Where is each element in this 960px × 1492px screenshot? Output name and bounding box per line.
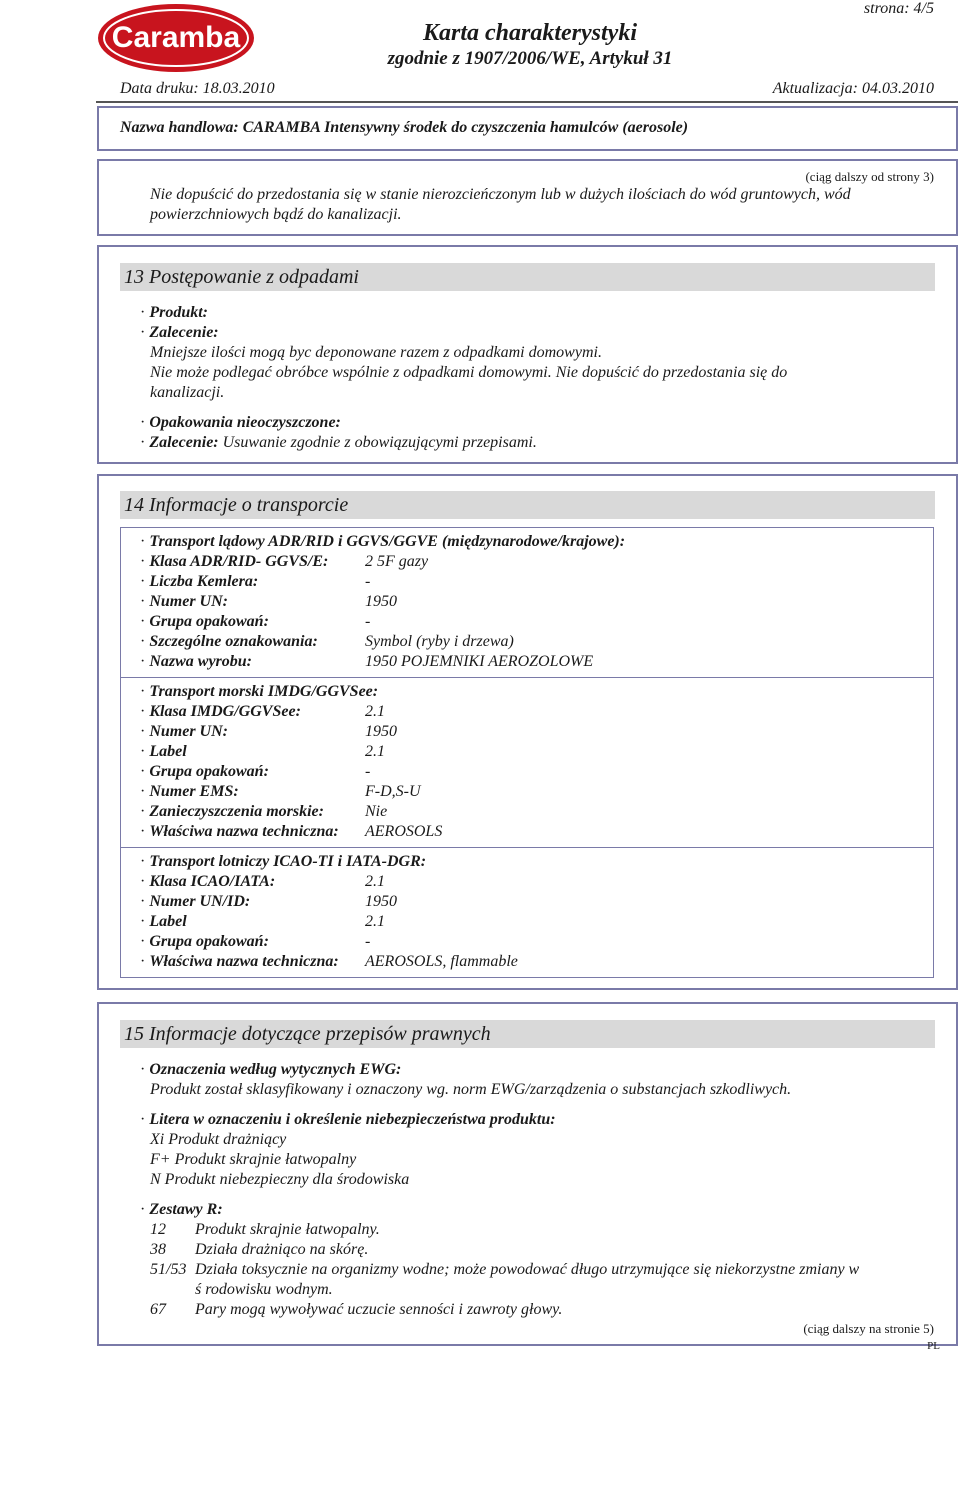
- air-transport-label: · Label: [140, 913, 187, 930]
- s13-opakowania: · Opakowania nieoczyszczone:: [140, 414, 341, 431]
- sea-transport-label: · Numer UN:: [140, 723, 228, 740]
- continued-to: (ciąg dalszy na stronie 5): [803, 1321, 934, 1336]
- ewg-text: Produkt został sklasyfikowany i oznaczony wg. norm EWG/zarządzenia o substancjach szkodliwych.: [150, 1081, 792, 1098]
- land-transport-value: 1950: [365, 593, 397, 610]
- sea-transport-value: AEROSOLS: [365, 823, 443, 840]
- sea-transport-value: 2.1: [365, 703, 385, 720]
- caramba-logo: [96, 2, 256, 74]
- document-subtitle: zgodnie z 1907/2006/WE, Artykuł 31: [387, 48, 673, 69]
- r-phrase-text: ś rodowisku wodnym.: [195, 1281, 333, 1298]
- sea-transport-value: 1950: [365, 723, 397, 740]
- sea-transport-label: · Numer EMS:: [140, 783, 239, 800]
- air-transport-value: 1950: [365, 893, 397, 910]
- air-transport-value: -: [365, 933, 371, 950]
- land-transport-value: -: [365, 573, 371, 590]
- land-transport-heading: · Transport lądowy ADR/RID i GGVS/GGVE (międzynarodowe/krajowe):: [140, 533, 626, 550]
- header-divider: [96, 101, 958, 103]
- land-transport-value: 2 5F gazy: [365, 553, 429, 570]
- air-transport-value: 2.1: [365, 913, 385, 930]
- page-number: strona: 4/5: [863, 0, 934, 17]
- air-transport-value: AEROSOLS, flammable: [365, 953, 518, 970]
- sea-transport-value: -: [365, 763, 371, 780]
- r-phrase-text: Działa toksycznie na organizmy wodne; może powodować długo utrzymujące się niekorzystne zmiany w: [195, 1261, 860, 1278]
- transport-divider-1: [120, 677, 934, 678]
- section-13-title: 13 Postępowanie z odpadami: [120, 263, 935, 291]
- r-phrase-code: 12: [150, 1221, 166, 1238]
- land-transport-value: 1950 POJEMNIKI AEROZOLOWE: [365, 653, 594, 670]
- land-transport-label: · Grupa opakowań:: [140, 613, 269, 630]
- ewg-heading: · Oznaczenia według wytycznych EWG:: [140, 1061, 402, 1078]
- language-code: PL: [927, 1340, 940, 1352]
- r-phrase-code: 51/53: [150, 1261, 187, 1278]
- s13-produkt: · Produkt:: [140, 304, 208, 321]
- sea-transport-heading: · Transport morski IMDG/GGVSee:: [140, 683, 379, 700]
- land-transport-value: -: [365, 613, 371, 630]
- air-transport-heading: · Transport lotniczy ICAO-TI i IATA-DGR:: [140, 853, 427, 870]
- sea-transport-label: · Klasa IMDG/GGVSee:: [140, 703, 301, 720]
- land-transport-label: · Klasa ADR/RID- GGVS/E:: [140, 553, 329, 570]
- r-phrase-text: Pary mogą wywoływać uczucie senności i zawroty głowy.: [195, 1301, 563, 1318]
- hazard-letter-heading: · Litera w oznaczeniu i określenie niebezpieczeństwa produktu:: [140, 1111, 556, 1128]
- land-transport-label: · Nazwa wyrobu:: [140, 653, 253, 670]
- sea-transport-label: · Właściwa nazwa techniczna:: [140, 823, 339, 840]
- s13-text-2: Nie może podlegać obróbce wspólnie z odpadkami domowymi. Nie dopuścić do przedostania się do: [150, 364, 788, 381]
- continued-from: (ciąg dalszy od strony 3): [805, 169, 934, 184]
- update-date: Aktualizacja: 04.03.2010: [772, 80, 934, 97]
- hazard-symbol-item: Xi Produkt drażniący: [150, 1131, 287, 1148]
- land-transport-label: · Szczególne oznakowania:: [140, 633, 318, 650]
- air-transport-label: · Grupa opakowań:: [140, 933, 269, 950]
- continuation-line-2: powierzchniowych bądź do kanalizacji.: [150, 206, 402, 223]
- svg-text:Caramba: Caramba: [111, 21, 241, 54]
- sea-transport-label: · Grupa opakowań:: [140, 763, 269, 780]
- r-phrase-text: Działa drażniąco na skórę.: [195, 1241, 369, 1258]
- sea-transport-value: F-D,S-U: [365, 783, 421, 800]
- air-transport-value: 2.1: [365, 873, 385, 890]
- land-transport-label: · Liczba Kemlera:: [140, 573, 259, 590]
- sea-transport-value: Nie: [365, 803, 388, 820]
- r-phrase-text: Produkt skrajnie łatwopalny.: [195, 1221, 380, 1238]
- section-15-title: 15 Informacje dotyczące przepisów prawnych: [120, 1020, 935, 1048]
- s13-zalecenie-2: · Zalecenie: Usuwanie zgodnie z obowiązującymi przepisami.: [140, 434, 537, 451]
- air-transport-label: · Właściwa nazwa techniczna:: [140, 953, 339, 970]
- sea-transport-label: · Label: [140, 743, 187, 760]
- continuation-line-1: Nie dopuścić do przedostania się w stanie nierozcieńczonym lub w dużych ilościach do wód gruntowych, wód: [150, 186, 851, 203]
- air-transport-label: · Klasa ICAO/IATA:: [140, 873, 276, 890]
- air-transport-label: · Numer UN/ID:: [140, 893, 251, 910]
- hazard-symbol-item: N Produkt niebezpieczny dla środowiska: [150, 1171, 410, 1188]
- s13-text-3: kanalizacji.: [150, 384, 225, 401]
- sea-transport-value: 2.1: [365, 743, 385, 760]
- document-title: Karta charakterystyki: [423, 20, 637, 46]
- land-transport-label: · Numer UN:: [140, 593, 228, 610]
- r-phrases-heading: · Zestawy R:: [140, 1201, 223, 1218]
- sea-transport-label: · Zanieczyszczenia morskie:: [140, 803, 324, 820]
- r-phrase-code: 38: [150, 1241, 166, 1258]
- transport-divider-2: [120, 847, 934, 848]
- s13-text-1: Mniejsze ilości mogą byc deponowane razem z odpadkami domowymi.: [150, 344, 602, 361]
- land-transport-value: Symbol (ryby i drzewa): [365, 633, 514, 650]
- section-14-title: 14 Informacje o transporcie: [120, 491, 935, 519]
- hazard-symbol-item: F+ Produkt skrajnie łatwopalny: [150, 1151, 357, 1168]
- r-phrase-code: 67: [150, 1301, 166, 1318]
- print-date: Data druku: 18.03.2010: [120, 80, 275, 97]
- trade-name: Nazwa handlowa: CARAMBA Intensywny środek do czyszczenia hamulców (aerosole): [120, 119, 689, 136]
- s13-zalecenie: · Zalecenie:: [140, 324, 219, 341]
